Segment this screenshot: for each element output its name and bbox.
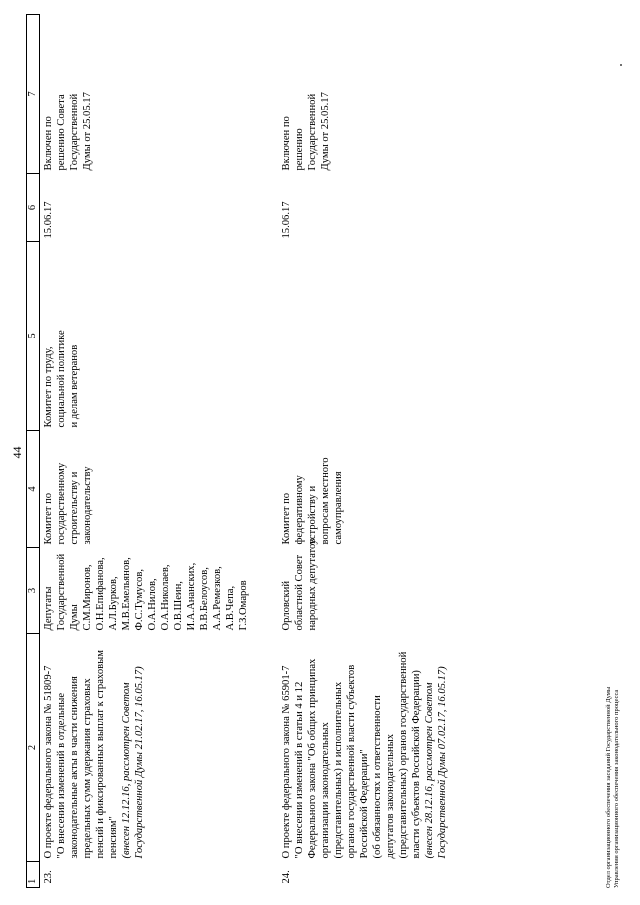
header-cell-1: 1 (27, 862, 40, 888)
table-row (278, 15, 449, 888)
committee-line: Комитет по (43, 492, 54, 545)
header-cell-7: 7 (27, 15, 40, 174)
header-cell-4: 4 (27, 431, 40, 548)
bill-title-line: органов государственной власти субъектов (346, 664, 357, 859)
decision-line: Думы от 25.05.17 (320, 92, 331, 171)
committee-line: государственному (56, 462, 67, 545)
consideration-date: 15.06.17 (43, 201, 54, 239)
header-cell-2: 2 (27, 634, 40, 862)
bill-title (40, 634, 251, 862)
bill-title-line: пенсиям" (108, 816, 119, 859)
initiator-line: И.А.Ананских, (186, 562, 197, 631)
bill-title-line: "О внесении изменений в отдельные (56, 692, 67, 859)
initiator-line: народных депутатов (307, 538, 318, 631)
page-number: 44 (10, 446, 24, 459)
committee-line: федеративному (294, 475, 305, 545)
bill-note-line: Государственной Думы 21.02.17, 16.05.17) (134, 666, 145, 859)
bill-note-line: Государственной Думы 07.02.17, 16.05.17) (437, 666, 448, 859)
committee-line: законодательству (82, 466, 93, 545)
committee-line: самоуправления (333, 471, 344, 545)
initiator-line: В.В.Белоусов, (199, 567, 210, 631)
initiator-line: Государственной (56, 553, 67, 631)
row-spacer (250, 15, 278, 888)
bill-title-line: пенсий и фиксированных выплат к страховым (95, 650, 106, 859)
initiator-line: Депутаты (43, 586, 54, 631)
bill-title-line: "О внесении изменений в статьи 4 и 12 (294, 681, 305, 859)
bill-title-line: депутатов законодательных (385, 734, 396, 859)
initiator-line: А.В.Чепа, (225, 585, 236, 631)
table-row (40, 15, 251, 888)
initiator-line: О.А.Нилов, (147, 578, 158, 631)
header-cell-3: 3 (27, 548, 40, 634)
bill-title-line: Российской Федерации" (359, 749, 370, 859)
footer-line: Управления организационного обеспечения законодательного процесса (613, 689, 620, 888)
decision-line: Включен по (281, 116, 292, 171)
initiator-line: А.Л.Бурков, (108, 576, 119, 631)
bill-title-line: организации законодательных (320, 722, 331, 859)
header-cell-6: 6 (27, 174, 40, 242)
bill-title-line: О проекте федерального закона № 51809-7 (43, 665, 54, 859)
row-number: 24. (281, 870, 292, 884)
bill-note-line: (внесен 12.12.16, рассмотрен Советом (121, 682, 132, 859)
initiator-line: Думы (69, 604, 80, 631)
responsible-committee (278, 431, 449, 548)
bill-title (278, 634, 449, 862)
initiator-line: А.А.Ремезков, (212, 566, 223, 631)
initiator-line: О.В.Шеин, (173, 581, 184, 631)
committee-line: строительству и (69, 471, 80, 545)
decision-line: Государственной (69, 93, 80, 171)
bill-title-line: законодательные акты в части снижения (69, 676, 80, 859)
row-number: 23. (43, 870, 54, 884)
decision-line: Включен по (43, 116, 54, 171)
decision (40, 15, 251, 174)
initiator (40, 548, 251, 634)
header-cell-5: 5 (27, 242, 40, 431)
bill-title-line: власти субъектов Российской Федерации) (411, 670, 422, 859)
scan-speck (620, 64, 622, 66)
decision-line: решению Совета (56, 94, 67, 171)
co-committee-line: и делам ветеранов (69, 344, 80, 428)
co-committee-line: Комитет по труду, (43, 346, 54, 428)
committee-line: устройству и (307, 485, 318, 545)
decision-line: Государственной (307, 93, 318, 171)
initiator (278, 538, 449, 634)
bill-title-line: (представительных) органов государственной (398, 651, 409, 859)
initiator-line: С.М.Миронов, (82, 564, 93, 631)
initiator-line: Орловский (281, 580, 292, 631)
co-committee (278, 242, 449, 431)
bill-note-line: (внесен 28.12.16, рассмотрен Советом (424, 682, 435, 859)
bills-table (26, 14, 449, 888)
co-committee (40, 242, 251, 431)
responsible-committee (40, 431, 251, 548)
committee-line: Комитет по (281, 492, 292, 545)
initiator-line: Ф.С.Тумусов, (134, 569, 145, 631)
decision-line: решению (294, 128, 305, 171)
consideration-date: 15.06.17 (281, 201, 292, 239)
bill-title-line: предельных сумм удержания страховых (82, 678, 93, 859)
committee-line: вопросам местного (320, 457, 331, 545)
bill-title-line: О проекте федерального закона № 65901-7 (281, 665, 292, 859)
initiator-line: областной Совет (294, 554, 305, 631)
initiator-line: М.В.Емельянов, (121, 557, 132, 631)
decision-line: Думы от 25.05.17 (82, 92, 93, 171)
footer-line: Отдел организационного обеспечения заседаний Государственной Думы (605, 686, 612, 888)
initiator-line: О.Н.Епифанова, (95, 557, 106, 631)
bill-title-line: (об обязанностях и ответственности (372, 695, 383, 859)
initiator-line: Г.З.Омаров (238, 580, 249, 631)
bill-title-line: Федерального закона "Об общих принципах (307, 658, 318, 859)
bill-title-line: (представительных) и исполнительных (333, 681, 344, 859)
initiator-line: О.А.Николаев, (160, 564, 171, 631)
decision (278, 15, 449, 174)
co-committee-line: социальной политике (56, 330, 67, 428)
footer (605, 687, 621, 888)
header-row (27, 15, 40, 888)
